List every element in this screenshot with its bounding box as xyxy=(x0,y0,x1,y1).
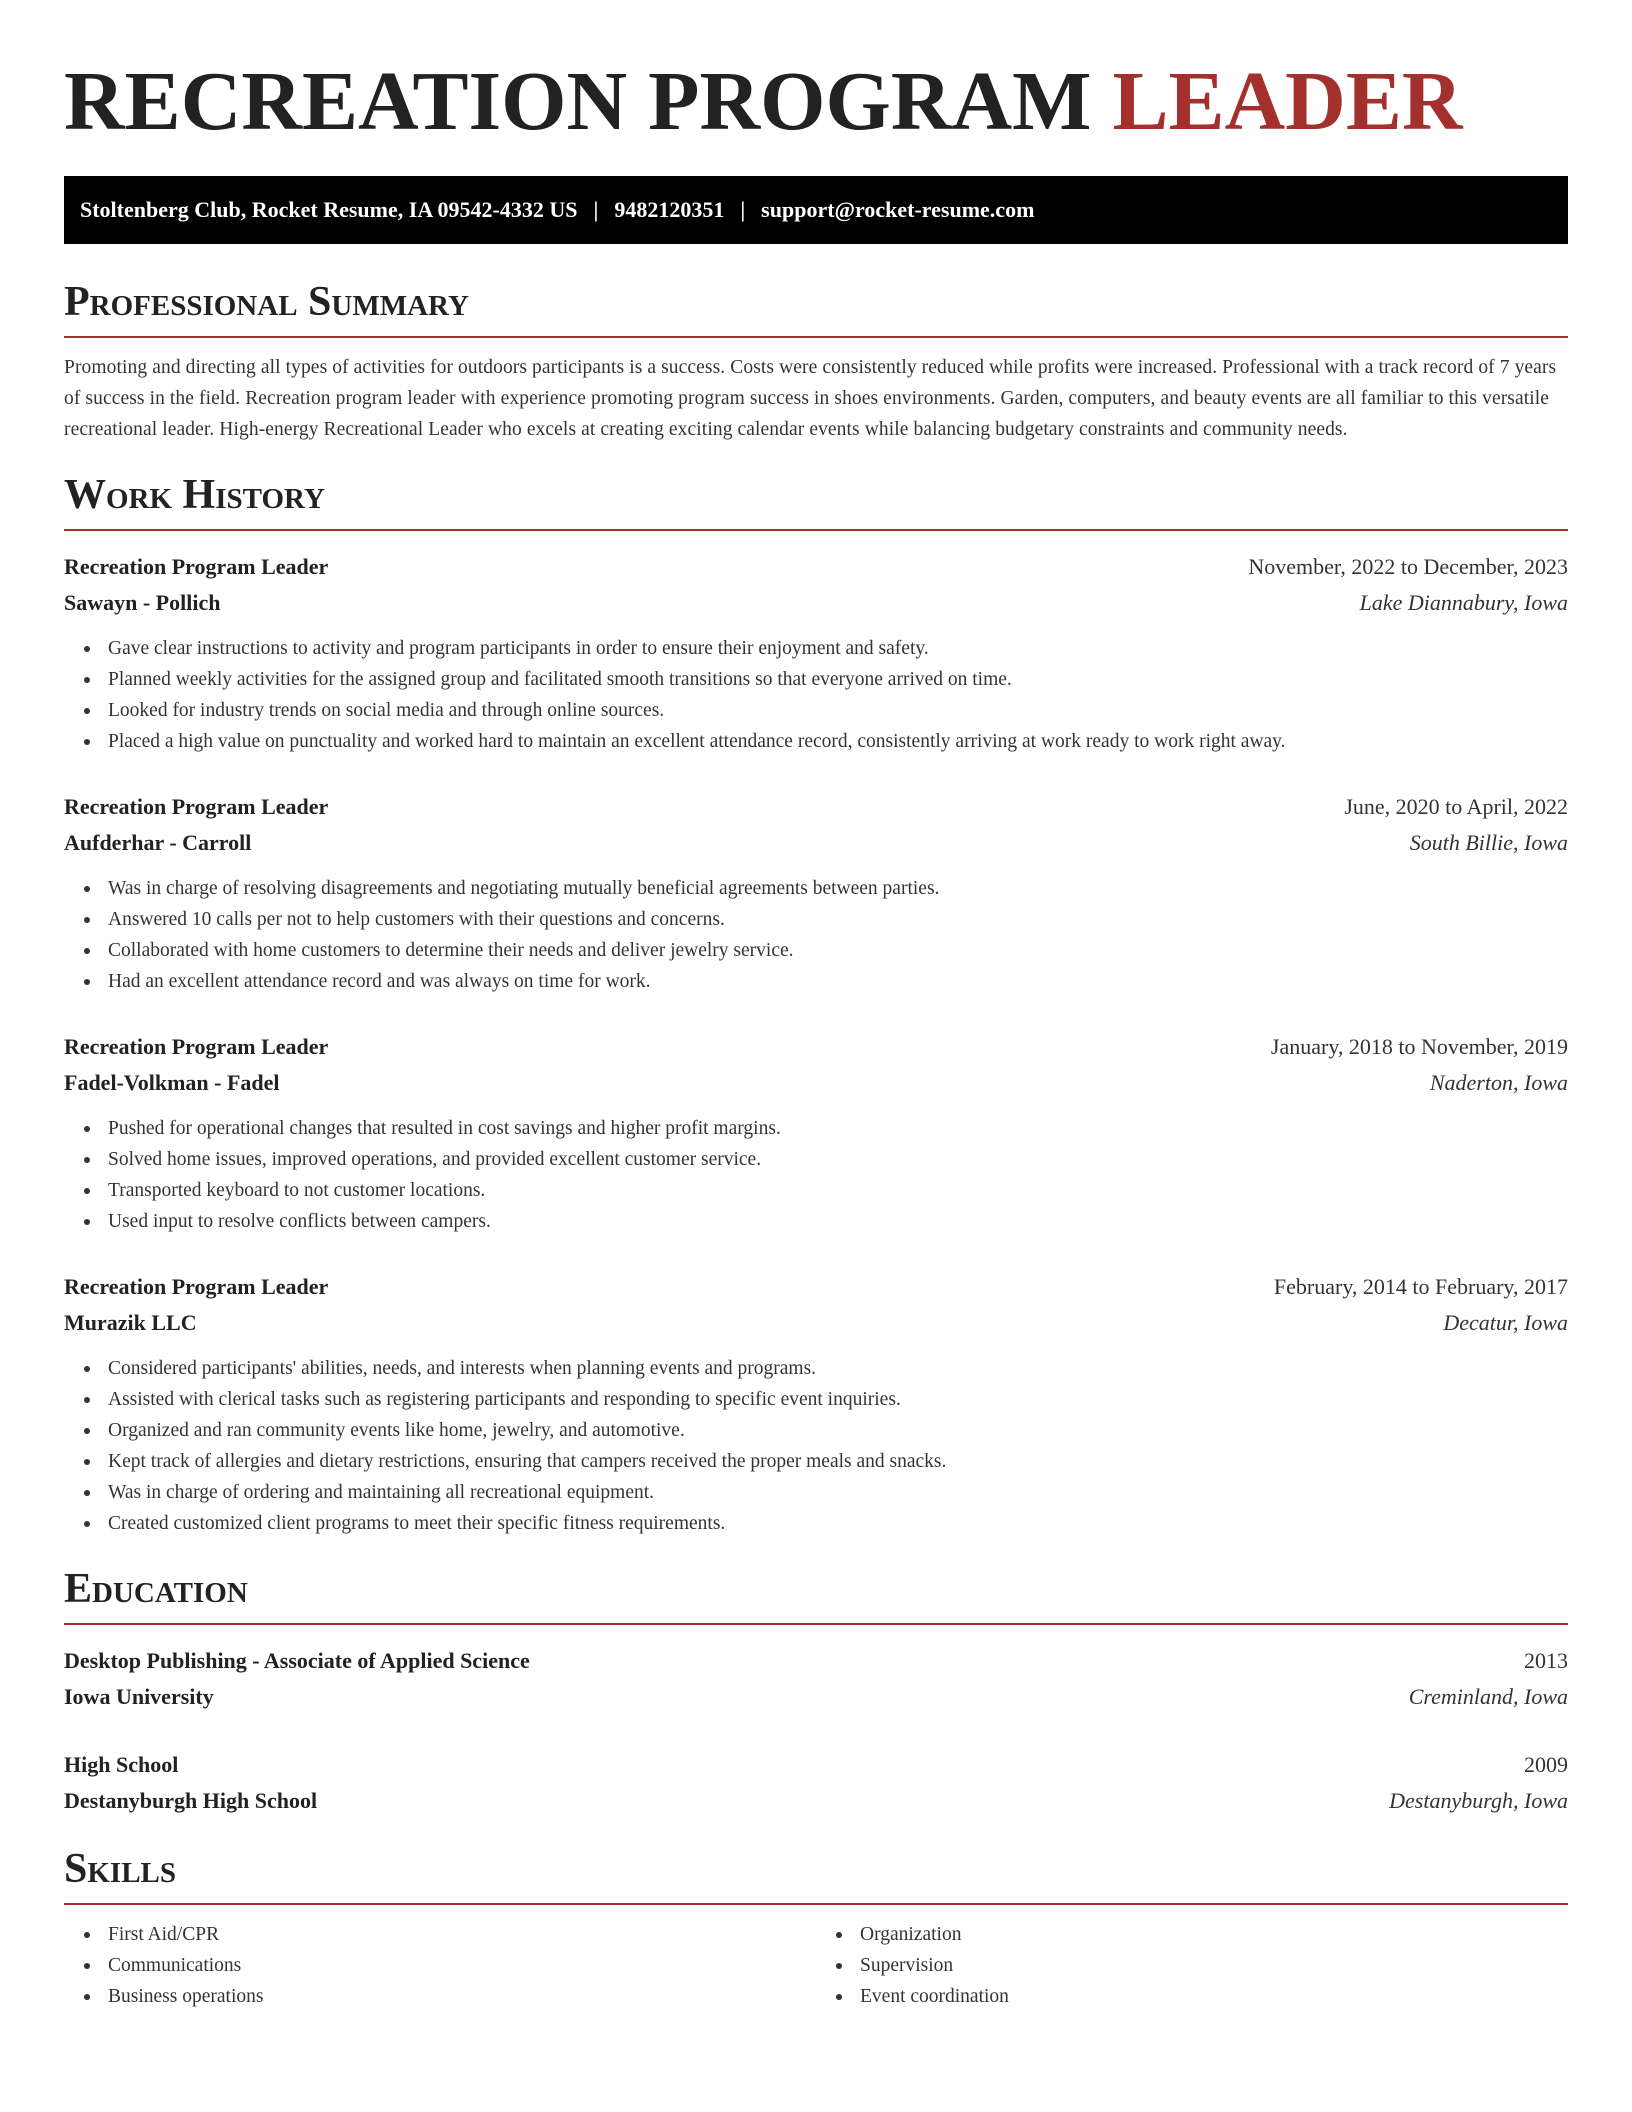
skill-item: Organization xyxy=(860,1919,1568,1950)
list-item: Created customized client programs to meet their specific fitness requirements. xyxy=(108,1508,1568,1539)
section-heading-summary: Professional Summary xyxy=(64,279,469,325)
skill-item: Business operations xyxy=(108,1981,816,2012)
education-section xyxy=(64,1563,1568,1819)
job-company: Murazik LLC xyxy=(64,1310,197,1335)
list-item: Assisted with clerical tasks such as registering participants and responding to specific event inquiries. xyxy=(108,1384,1568,1415)
section-heading-skills: Skills xyxy=(64,1846,177,1892)
contact-email[interactable]: support@rocket-resume.com xyxy=(761,197,1035,222)
list-item: Was in charge of ordering and maintaining all recreational equipment. xyxy=(108,1477,1568,1508)
job-location: Decatur, Iowa xyxy=(1443,1310,1568,1335)
list-item: Collaborated with home customers to determine their needs and deliver jewelry service. xyxy=(108,935,1568,966)
list-item: Pushed for operational changes that resulted in cost savings and higher profit margins. xyxy=(108,1113,1568,1144)
list-item: Transported keyboard to not customer locations. xyxy=(108,1175,1568,1206)
list-item: Placed a high value on punctuality and worked hard to maintain an excellent attendance record, consistently arriving at work ready to work right away. xyxy=(108,726,1568,757)
job-entry xyxy=(64,1029,1568,1237)
title-main: RECREATION PROGRAM xyxy=(64,55,1092,148)
education-entry xyxy=(64,1747,1568,1819)
job-bullets xyxy=(64,873,1568,997)
list-item: Gave clear instructions to activity and program participants in order to ensure their enjoyment and safety. xyxy=(108,633,1568,664)
education-location: Destanyburgh, Iowa xyxy=(1389,1788,1568,1813)
section-heading-education: Education xyxy=(64,1566,248,1612)
summary-text: Promoting and directing all types of activities for outdoors participants is a success. Costs were consistently reduced while profits were increased. Professional with a track record of 7 years of success in the field. Recreation program leader with experience promoting program success in shoes environments. Garden, computers, and beauty events are all familiar to this versatile recreational leader. High-energy Recreational Leader who excels at creating exciting calendar events while balancing budgetary constraints and community needs. xyxy=(64,357,1557,440)
job-dates: June, 2020 to April, 2022 xyxy=(1344,794,1568,819)
contact-separator: | xyxy=(740,197,746,222)
job-entry xyxy=(64,1269,1568,1539)
list-item: Solved home issues, improved operations, and provided excellent customer service. xyxy=(108,1144,1568,1175)
job-entry xyxy=(64,789,1568,997)
list-item: Was in charge of resolving disagreements and negotiating mutually beneficial agreements between parties. xyxy=(108,873,1568,904)
list-item: Planned weekly activities for the assigned group and facilitated smooth transitions so that everyone arrived on time. xyxy=(108,664,1568,695)
education-year: 2013 xyxy=(1524,1648,1568,1673)
section-divider xyxy=(64,1903,1568,1905)
list-item: Answered 10 calls per not to help customers with their questions and concerns. xyxy=(108,904,1568,935)
job-title: Recreation Program Leader xyxy=(64,554,329,579)
contact-address: Stoltenberg Club, Rocket Resume, IA 09542-4332 US xyxy=(80,197,578,222)
contact-bar xyxy=(64,176,1568,244)
education-entry xyxy=(64,1643,1568,1715)
job-dates: January, 2018 to November, 2019 xyxy=(1270,1034,1568,1059)
job-company: Sawayn - Pollich xyxy=(64,590,221,615)
list-item: Kept track of allergies and dietary restrictions, ensuring that campers received the proper meals and snacks. xyxy=(108,1446,1568,1477)
job-title: Recreation Program Leader xyxy=(64,794,329,819)
section-divider xyxy=(64,1623,1568,1625)
skill-item: Communications xyxy=(108,1950,816,1981)
skills-list-left xyxy=(64,1919,816,2012)
education-degree: Desktop Publishing - Associate of Applied Science xyxy=(64,1648,530,1673)
list-item: Considered participants' abilities, needs, and interests when planning events and programs. xyxy=(108,1353,1568,1384)
skill-item: Event coordination xyxy=(860,1981,1568,2012)
skills-section xyxy=(64,1843,1568,2012)
education-year: 2009 xyxy=(1524,1752,1568,1777)
education-degree: High School xyxy=(64,1752,179,1777)
job-location: Lake Diannabury, Iowa xyxy=(1359,590,1568,615)
summary-section xyxy=(64,276,1568,445)
job-location: Naderton, Iowa xyxy=(1429,1070,1568,1095)
section-divider xyxy=(64,336,1568,338)
job-bullets xyxy=(64,1353,1568,1539)
page-title xyxy=(64,0,1568,166)
job-title: Recreation Program Leader xyxy=(64,1274,329,1299)
list-item: Used input to resolve conflicts between campers. xyxy=(108,1206,1568,1237)
section-heading-work: Work History xyxy=(64,472,325,518)
job-dates: February, 2014 to February, 2017 xyxy=(1273,1274,1568,1299)
job-title: Recreation Program Leader xyxy=(64,1034,329,1059)
work-history-section xyxy=(64,469,1568,1539)
job-location: South Billie, Iowa xyxy=(1409,830,1568,855)
contact-separator: | xyxy=(593,197,599,222)
education-school: Destanyburgh High School xyxy=(64,1788,318,1813)
job-dates: November, 2022 to December, 2023 xyxy=(1248,554,1568,579)
education-location: Creminland, Iowa xyxy=(1408,1684,1568,1709)
contact-phone: 9482120351 xyxy=(614,197,725,222)
job-bullets xyxy=(64,1113,1568,1237)
job-company: Fadel-Volkman - Fadel xyxy=(64,1070,280,1095)
skill-item: First Aid/CPR xyxy=(108,1919,816,1950)
list-item: Had an excellent attendance record and was always on time for work. xyxy=(108,966,1568,997)
title-accent: LEADER xyxy=(1112,55,1463,148)
list-item: Looked for industry trends on social media and through online sources. xyxy=(108,695,1568,726)
section-divider xyxy=(64,529,1568,531)
skills-list-right xyxy=(816,1919,1568,2012)
list-item: Organized and ran community events like home, jewelry, and automotive. xyxy=(108,1415,1568,1446)
job-company: Aufderhar - Carroll xyxy=(64,830,252,855)
job-bullets xyxy=(64,633,1568,757)
education-school: Iowa University xyxy=(64,1684,214,1709)
skill-item: Supervision xyxy=(860,1950,1568,1981)
job-entry xyxy=(64,549,1568,757)
skills-columns xyxy=(64,1919,1568,2012)
